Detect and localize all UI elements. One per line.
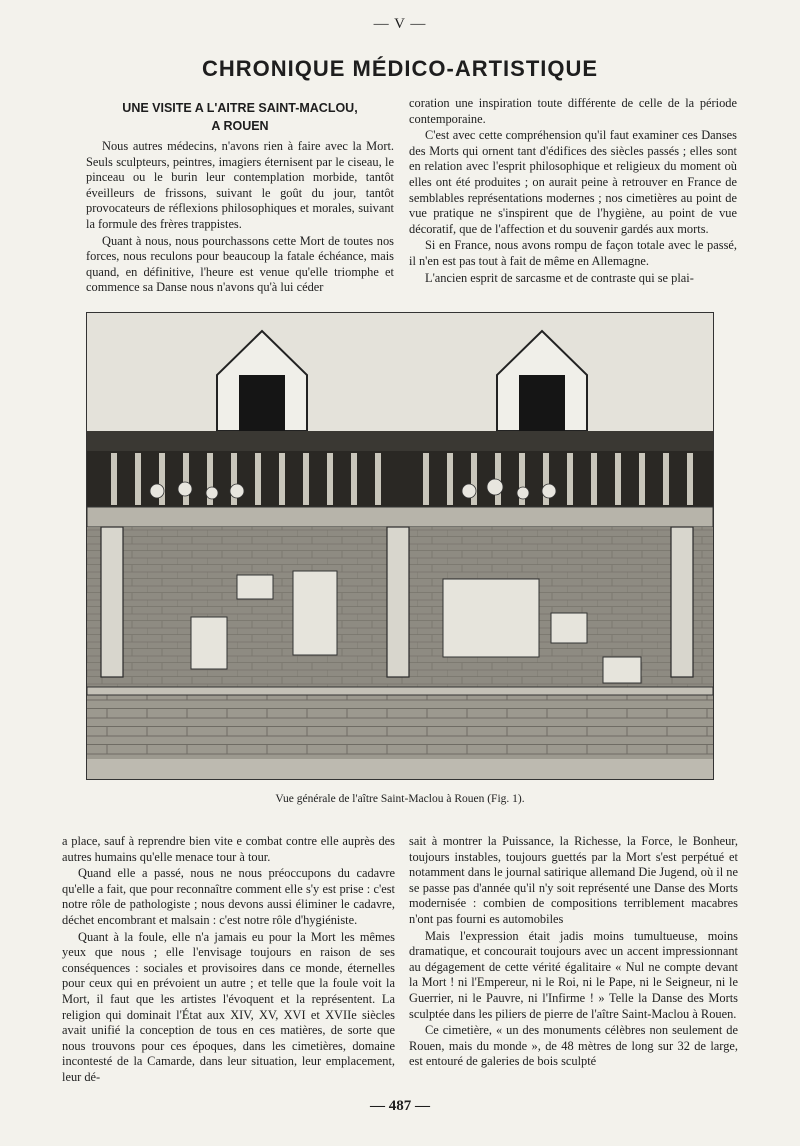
chronicle-heading: CHRONIQUE MÉDICO-ARTISTIQUE xyxy=(201,56,599,81)
aitre-saint-maclou-illustration xyxy=(87,313,713,779)
text-column-2 xyxy=(409,96,737,286)
paragraph: L'ancien esprit de sarcasme et de contraste qui se plai- xyxy=(425,270,694,285)
section-number: — V — xyxy=(373,16,427,32)
text-column-3 xyxy=(62,834,395,1086)
paragraph: Quant à nous, nous pourchassons cette Mort de toutes nos forces, nous reculons pour beaucoup la fatale échéance, mais quand, en définitive, l'heure est venue qu'elle triomphe et commence sa Danse nous n'avons qu'à lui céder xyxy=(86,233,394,295)
page-number: — 487 — xyxy=(370,1098,430,1114)
paragraph: a place, sauf à reprendre bien vite e combat contre elle auprès des autres humains qu'elle menace tour à tour. xyxy=(62,834,395,864)
paragraph: coration une inspiration toute différente de celle de la période contemporaine. xyxy=(409,96,737,126)
paragraph: Nous autres médecins, n'avons rien à faire avec la Mort. Seuls sculpteurs, peintres, imagiers éternisent par le ciseau, le pinceau ou le burin leur contemplation morbide, tantôt éveilleurs de frissons, suivant le goût du jour, tantôt provocateurs de réflexions philosophiques et morales, suivant la formule des frères trappistes. xyxy=(86,139,394,231)
engraving-figure xyxy=(86,312,714,780)
paragraph: sait à montrer la Puissance, la Richesse, la Force, le Bonheur, toujours instables, toujours guettés par la Mort s'est perpétué et notamment dans le journal satirique allemand Die Jugend, où il ne se passe pas d'année qu'il n'y soit représenté une Danse des Morts modernisée : combien de compositions terriblement macabres n'ont pas fourni es automobiles xyxy=(409,834,738,926)
paragraph: Si en France, nous avons rompu de façon totale avec le passé, il n'en est pas tout à fait de même en Allemagne. xyxy=(409,238,737,268)
text-column-1 xyxy=(86,139,394,296)
article-title xyxy=(86,99,394,135)
text-column-4 xyxy=(409,834,738,1070)
article-title-line-1: UNE VISITE A L'AITRE SAINT-MACLOU, xyxy=(122,101,358,115)
paragraph: Mais l'expression était jadis moins tumultueuse, moins dramatique, et concourait toujours avec un accent impressionnant au dégagement de cette vérité égalitaire « Nul ne compte devant la Mort ! ni l'Empereur, ni le Roi, ni le Pape, ni le Seigneur, ni le Guerrier, ni le Pauvre, ni l'Infirme ! » Telle la Danse des Morts sculptée dans les piliers de pierre de l'aître Saint-Maclou à Rouen. xyxy=(409,928,738,1021)
paragraph: C'est avec cette compréhension qu'il faut examiner ces Danses des Morts qui ornent tant d'édifices des siècles passés ; elles sont en relation avec l'esprit philosophique et religieux du moment où elles ont été produites ; on aurait peine à retrouver en France de semblables représentations modernes ; nos cimetières au point de vue pratique ne s'inspirent que de l'hygiène, au point de vue décoratif, que de l'affection et du souvenir gardés aux morts. xyxy=(409,128,737,236)
article-title-line-2: A ROUEN xyxy=(211,119,269,133)
figure-caption: Vue générale de l'aître Saint-Maclou à Rouen (Fig. 1). xyxy=(275,793,525,805)
paragraph: Quant à la foule, elle n'a jamais eu pour la Mort les mêmes yeux que nous ; elle l'envisage toujours en raison de ses conséquences : sociales et provisoires dans ce monde, éternelles pour ceux qui en prévoient un autre ; et telle que la foule voit la Mort, il faut que les artistes l'évoquent et la représentent. La religion qui dominait l'État aux XIV, XV, XVI et XVIIe siècles avait unifié la conception de tous en ces matières, de sorte que nous trouvons pour ces époques, dans les cimetières, domaine incontesté de la Camarde, dans leur situation, leur emplacement, leur dé- xyxy=(62,929,395,1084)
paragraph: Ce cimetière, « un des monuments célèbres non seulement de Rouen, mais du monde », de 48 mètres de long sur 32 de large, est entouré de galeries de bois sculpté xyxy=(409,1023,738,1069)
paragraph: Quand elle a passé, nous ne nous préoccupons du cadavre qu'elle a fait, que pour reconnaître comment elle s'y est prise : c'est notre rôle de pathologiste ; nous devons aussi éliminer le cadavre, déchet encombrant et malsain : c'est notre rôle d'hygiéniste. xyxy=(62,866,395,927)
